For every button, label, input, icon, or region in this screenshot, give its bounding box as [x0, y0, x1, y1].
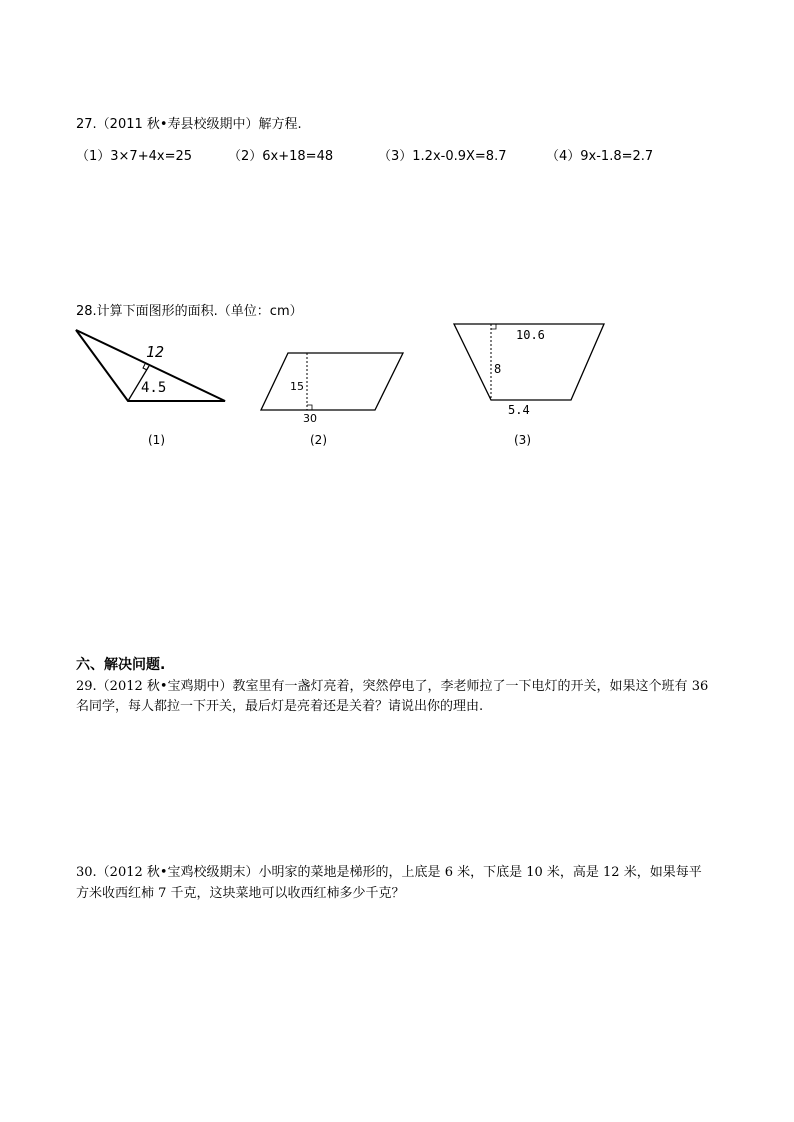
parallelogram-shape [261, 353, 403, 410]
q29-line-2: 名同学，每人都拉一下开关，最后灯是亮着还是关着？请说出你的理由. [76, 699, 484, 714]
figure-2-caption: (2) [310, 433, 327, 447]
trapezoid-top-label: 10.6 [516, 328, 545, 342]
triangle-height-label: 4.5 [141, 380, 167, 396]
figure-1-caption: (1) [148, 433, 165, 447]
q27-item-4: （4）9x-1.8=2.7 [546, 149, 654, 164]
section-6-title: 六、解决问题. [76, 657, 166, 673]
parallelogram-right-angle-mark [307, 405, 312, 410]
q27-title: 27.（2011 秋•寿县校级期中）解方程. [76, 117, 302, 132]
q29-line-1: 29.（2012 秋•宝鸡期中）教室里有一盏灯亮着，突然停电了，李老师拉了一下电灯的开关，如果这个班有 36 [76, 679, 709, 694]
q30-line-2: 方米收西红柿 7 千克，这块菜地可以收西红柿多少千克？ [76, 886, 405, 901]
q30-line-1: 30.（2012 秋•宝鸡校级期末）小明家的菜地是梯形的，上底是 6 米，下底是 10 米，高是 12 米，如果每平 [76, 865, 702, 880]
triangle-figure [76, 330, 225, 401]
trapezoid-figure [454, 324, 604, 417]
q28-figures [0, 0, 794, 460]
parallelogram-figure [261, 353, 403, 425]
trapezoid-bottom-label: 5.4 [508, 403, 530, 417]
trapezoid-right-angle-mark [491, 324, 496, 329]
trapezoid-height-label: 8 [494, 362, 502, 376]
figure-3-caption: (3) [514, 433, 531, 447]
q28-title: 28.计算下面图形的面积.（单位：cm） [76, 304, 303, 319]
q27-item-1: （1）3×7+4x=25 [76, 149, 192, 164]
triangle-side-label: 12 [146, 343, 165, 361]
q27-item-2: （2）6x+18=48 [228, 149, 334, 164]
parallelogram-height-label: 15 [290, 380, 304, 393]
q27-item-3: （3）1.2x-0.9X=8.7 [378, 149, 507, 164]
parallelogram-base-label: 30 [303, 412, 317, 425]
